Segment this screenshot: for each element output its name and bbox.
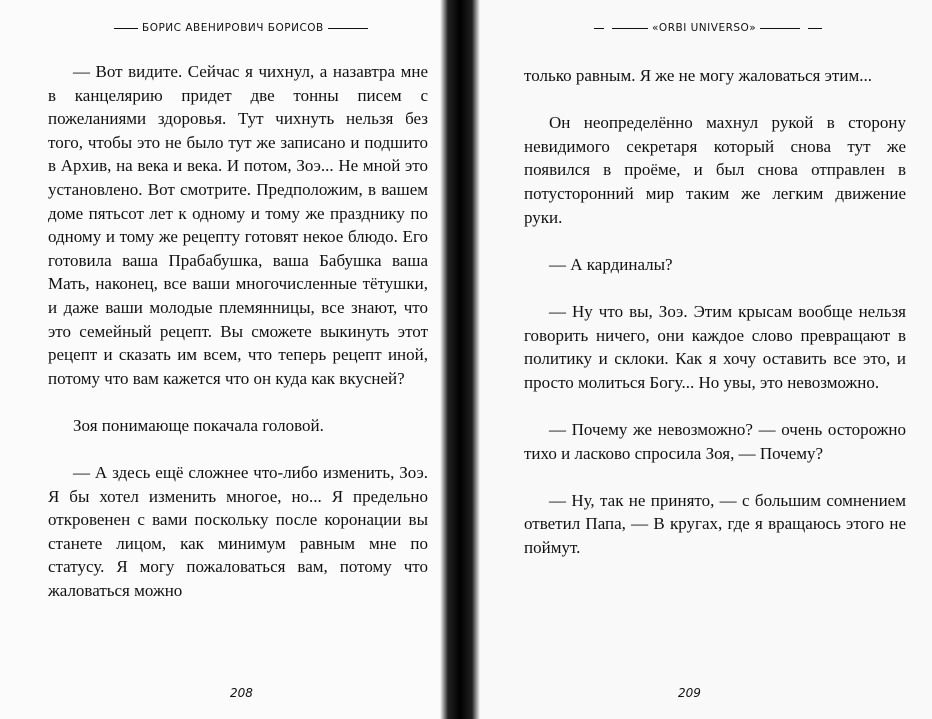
right-running-head xyxy=(590,22,826,34)
right-page-text xyxy=(524,64,906,559)
paragraph: — Ну что вы, Зоэ. Этим крысам вообще нельзя говорить ничего, они каждое слово превращают в политику и склоки. Как я хочу оставить все это, и просто молиться Богу... Но увы, это невозможно. xyxy=(524,301,906,392)
paragraph-continuation: только равным. Я же не могу жаловаться этим... xyxy=(524,66,872,85)
page-number-left: 208 xyxy=(230,686,253,700)
paragraph: Он неопределённо махнул рукой в сторону невидимого секретаря который снова тут же появился в проёме, и был снова отправлен в потусторонний мир таким же легким движение руки. xyxy=(524,113,906,227)
paragraph: Зоя понимающе покачала головой. xyxy=(73,415,324,435)
right-running-head-text: «ORBI UNIVERSO» xyxy=(652,22,757,34)
paragraph: — Почему же невозможно? — очень осторожно тихо и ласково спросила Зоя, — Почему? xyxy=(524,419,906,463)
head-rule xyxy=(612,28,648,29)
head-rule xyxy=(760,28,800,29)
left-page-text xyxy=(48,60,428,603)
paragraph: — А кардиналы? xyxy=(549,254,673,274)
left-running-head-text: БОРИС АВЕНИРОВИЧ БОРИСОВ xyxy=(142,22,324,34)
paragraph: — Ну, так не принято, — с большим сомнением ответил Папа, — В кругах, где я вращаюсь этого не поймут. xyxy=(524,490,906,557)
book-gutter xyxy=(440,0,480,719)
head-rule xyxy=(328,28,368,29)
paragraph: — Вот видите. Сейчас я чихнул, а назавтра мне в канцелярию придет две тонны писем с пожеланиями здоровья. Тут чихнуть нельзя без того, чтобы это не было тут же записано и подшито в Архив, на века и века. И потом, Зоэ... Не мной это установлено. Вот смотрите. Предположим, в вашем доме пятьсот лет к одному и тому же празднику по одному и тому же рецепту готовят некое блюдо. Его готовила ваша Прабабушка, ваша Бабушка ваша Мать, наконец, все ваши многочисленные тётушки, и даже ваши молодые племянницы, все знают, что это семейный рецепт. Вы сможете выкинуть этот рецепт и сказать им всем, что теперь рецепт иной, потому что вам кажется что он куда как вкусней? xyxy=(48,62,428,388)
left-running-head xyxy=(110,22,372,34)
head-rule xyxy=(808,28,822,29)
page-number-right: 209 xyxy=(678,686,701,700)
head-rule xyxy=(114,28,138,29)
head-rule xyxy=(594,28,604,29)
paragraph: — А здесь ещё сложнее что-либо изменить, Зоэ. Я бы хотел изменить многое, но... Я предельно откровенен с вами поскольку после коронации вы станете лицом, как минимум равным мне по статусу. Я могу пожаловаться вам, потому что жаловаться можно xyxy=(48,463,428,601)
